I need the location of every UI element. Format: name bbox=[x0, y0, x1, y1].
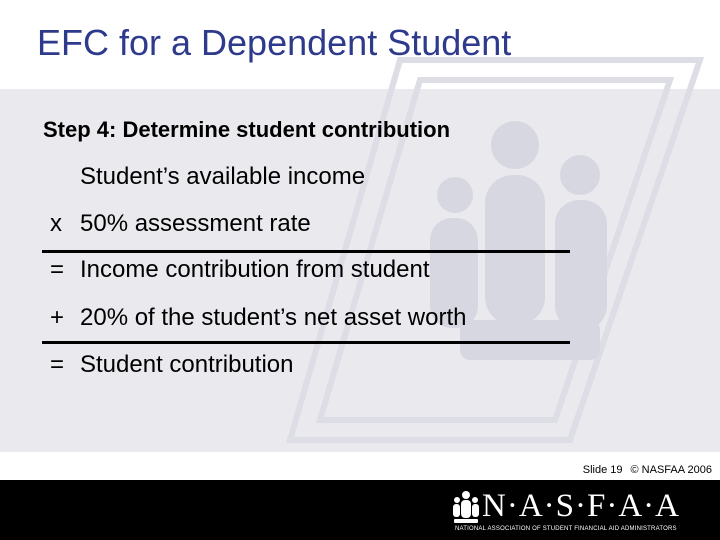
list-item bbox=[50, 210, 311, 239]
slide-title: EFC for a Dependent Student bbox=[37, 22, 512, 63]
slide-footer bbox=[575, 464, 712, 476]
line-text: 50% assessment rate bbox=[80, 210, 311, 237]
logo-subtitle: NATIONAL ASSOCIATION OF STUDENT FINANCIAL AID ADMINISTRATORS bbox=[455, 526, 677, 532]
line-text: Student contribution bbox=[80, 351, 294, 378]
line-operator: x bbox=[50, 210, 62, 237]
slide-number: Slide 19 bbox=[582, 464, 623, 476]
divider-rule bbox=[42, 250, 570, 253]
line-text: 20% of the student’s net asset worth bbox=[80, 304, 467, 331]
logo-wordmark: N·A·S·F·A·A bbox=[482, 488, 680, 524]
line-operator: = bbox=[50, 351, 65, 378]
nasfaa-emblem-icon bbox=[452, 490, 480, 526]
list-item bbox=[50, 163, 365, 192]
list-item bbox=[50, 351, 293, 380]
list-item bbox=[50, 304, 466, 333]
list-item bbox=[50, 256, 430, 285]
line-operator: = bbox=[50, 256, 65, 283]
line-operator: + bbox=[50, 304, 65, 331]
divider-rule bbox=[42, 341, 570, 344]
line-text: Student’s available income bbox=[80, 163, 366, 190]
nasfaa-logo bbox=[452, 490, 718, 536]
step-heading: Step 4: Determine student contribution bbox=[43, 117, 451, 142]
copyright-notice: © NASFAA 2006 bbox=[630, 464, 712, 476]
line-text: Income contribution from student bbox=[80, 256, 430, 283]
